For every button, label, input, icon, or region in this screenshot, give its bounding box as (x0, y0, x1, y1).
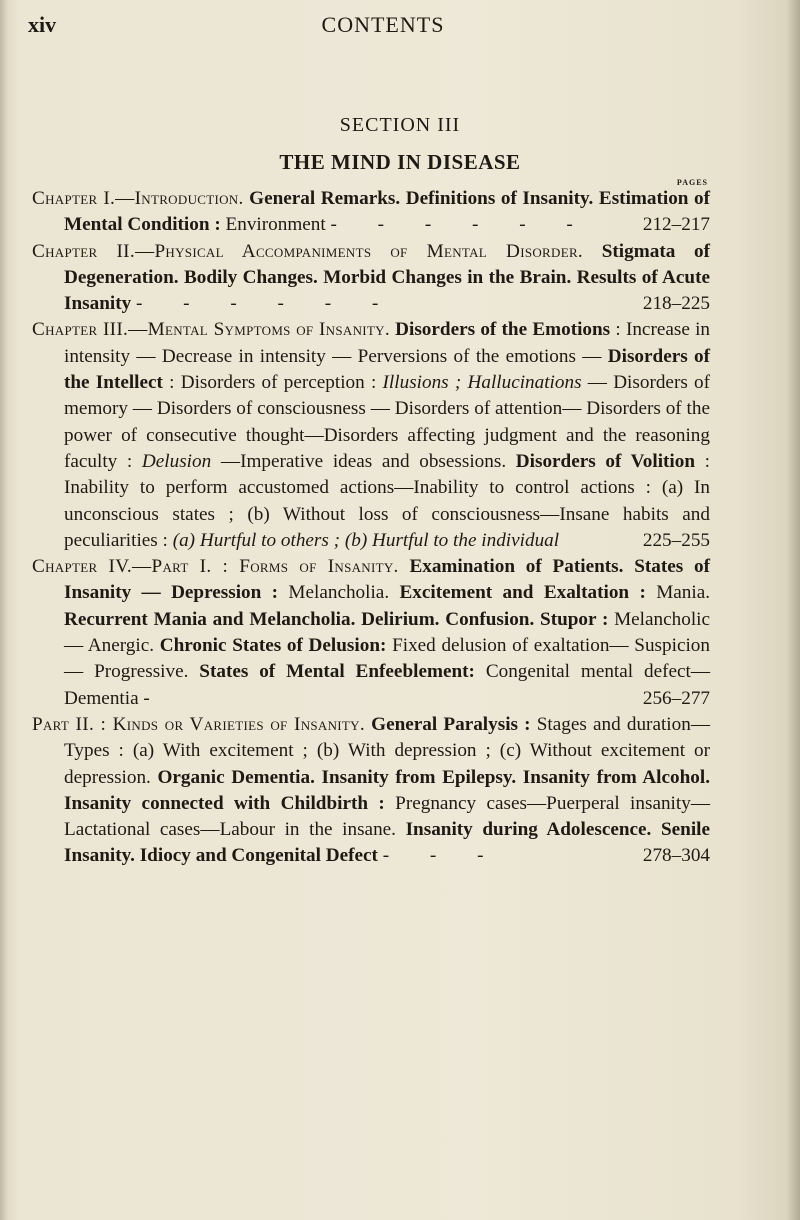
entry-text: Stages and duration—Types : (a) With excitement ; (b) With depression ; (c) Without excitement or depression. (64, 713, 711, 788)
entry-text: Melancholia. (288, 582, 390, 604)
entry-text: Fixed delusion of exaltation— Suspicion — Progressive. (64, 635, 710, 683)
contents-entry-chapter-4 (32, 554, 710, 712)
entry-text: : Inability to perform accustomed actions—Inability to control actions : (a) In unconscious states ; (b) Without loss of consciousness—Insane habits and peculiarities : (64, 450, 711, 551)
entry-topic: Examination of Patients. States of Insanity — Depression : (64, 556, 711, 604)
chapter-heading: Chapter I.—Introduction. (32, 188, 244, 209)
page-range: 256–277 (642, 687, 710, 709)
entry-text: Environment (225, 214, 326, 236)
pages-column-label: PAGES (676, 178, 708, 187)
section-number: SECTION III (339, 114, 461, 136)
entry-text: Melancholic — Anergic. (64, 608, 711, 657)
entry-topic: Disorders of the Emotions (395, 319, 611, 341)
chapter-heading: Chapter II.—Physical Accompaniments of Mental Disorder. (32, 240, 584, 262)
entry-text: Mania. (656, 582, 711, 604)
contents-entry-part-2 (32, 712, 710, 870)
entry-topic: States of Mental Enfeeblement: (199, 661, 475, 683)
entry-topic: Chronic States of Delusion: (159, 635, 387, 657)
entry-topic: Insanity during Adolescence. Senile Insanity. Idiocy and Congenital Defect (64, 819, 710, 867)
entry-topics: General Remarks. Definitions of Insanity. Estimation of Mental Condition : (64, 188, 711, 236)
contents-entry-chapter-2 (32, 239, 710, 318)
entry-topic: General Paralysis : (371, 713, 531, 735)
entry-topic: Organic Dementia. Insanity from Epilepsy. Insanity from Alcohol. Insanity connected with Childbirth : (64, 766, 710, 814)
part-heading: Part II. : Kinds or Varieties of Insanity. (32, 713, 365, 735)
entry-italic: Delusion (141, 450, 212, 472)
page-range: 212–217 (642, 214, 710, 236)
entry-italic: (a) Hurtful to others ; (b) Hurtful to the individual (172, 529, 560, 551)
contents-list (32, 186, 710, 870)
page-range: 278–304 (642, 845, 710, 867)
entry-topics: Stigmata of Degeneration. Bodily Changes. Morbid Changes in the Brain. Results of Acute Insanity (64, 240, 710, 315)
entry-text: Pregnancy cases—Puerperal insanity—Lactational cases—Labour in the insane. (64, 792, 711, 841)
entry-text: — Disorders of memory — Disorders of consciousness — Disorders of attention— Disorders of the power of consecutive thought—Disorders affecting judgment and the reasoning faculty : (64, 372, 711, 472)
leader-dashes: - - - (382, 845, 502, 867)
chapter-heading: Chapter III.—Mental Symptoms of Insanity. (32, 319, 390, 341)
entry-topic: Disorders of Volition (515, 450, 696, 472)
leader-dashes: - - - - - - (330, 214, 591, 236)
contents-entry-chapter-1 (32, 186, 710, 239)
entry-text: : Disorders of perception : (169, 372, 377, 394)
page-shadow-right (786, 0, 800, 1220)
page-shadow-left (0, 0, 8, 1220)
entry-text: —Imperative ideas and obsessions. (220, 450, 507, 472)
entry-text: Congenital mental defect—Dementia (64, 661, 711, 709)
running-title: CONTENTS (321, 12, 445, 37)
leader-dashes: - (143, 687, 168, 709)
section-title: THE MIND IN DISEASE (279, 150, 521, 174)
page-number: xiv (28, 12, 57, 37)
entry-italic: Illusions ; Hallucinations (382, 372, 582, 394)
page-range: 218–225 (642, 293, 710, 315)
chapter-heading: Chapter IV.—Part I. : Forms of Insanity. (32, 556, 399, 578)
entry-topic: Recurrent Mania and Melancholia. Delirium. Confusion. Stupor : (64, 608, 609, 630)
entry-text: : Increase in intensity — Decrease in intensity — Perversions of the emotions — (64, 319, 711, 367)
entry-topic: Disorders of the Intellect (64, 345, 711, 394)
running-header (28, 8, 738, 42)
contents-entry-chapter-3 (32, 317, 710, 554)
leader-dashes: - - - - - - (135, 293, 397, 315)
page-range: 225–255 (642, 529, 710, 551)
entry-topic: Excitement and Exaltation : (399, 582, 646, 604)
